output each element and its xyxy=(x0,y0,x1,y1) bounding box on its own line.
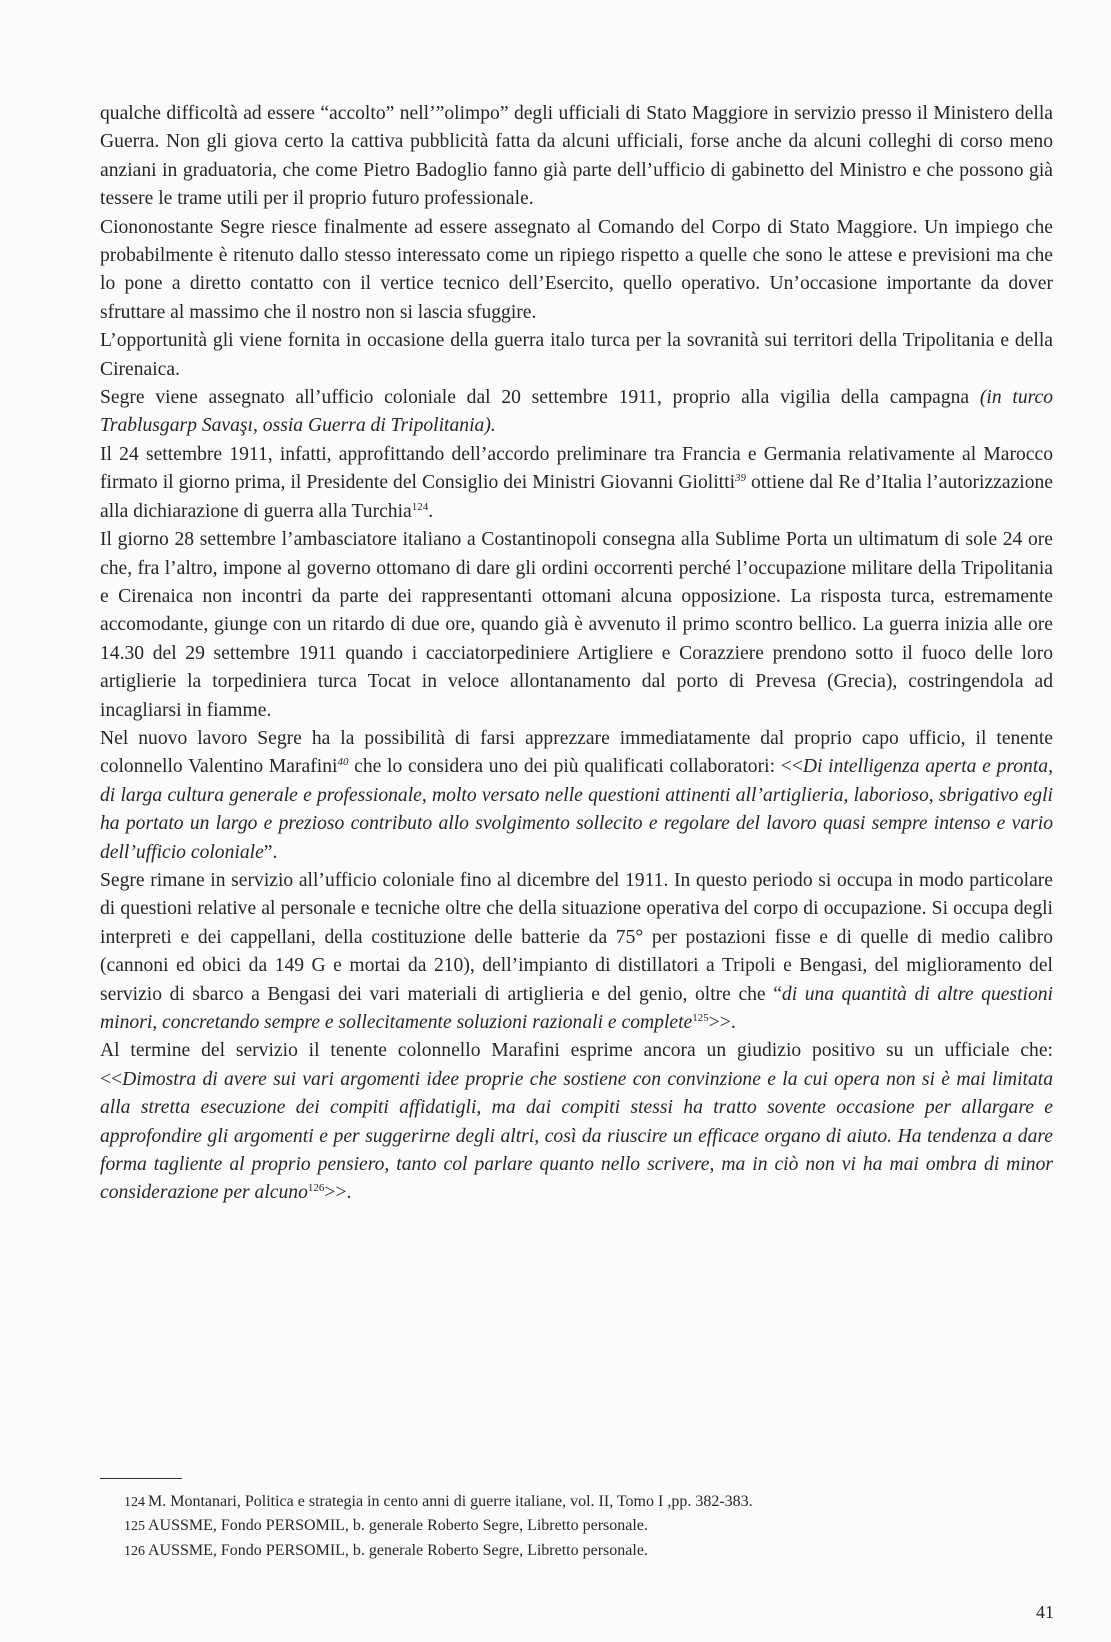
paragraph: Il giorno 28 settembre l’ambasciatore italiano a Costantinopoli consegna alla Sublime Porta un ultimatum di sole 24 ore che, fra l’altro, impone al governo ottomano di dare gli ordini occorrenti perché l’occupazione militare della Tripolitania e Cirenaica non incontri da parte dei rappresentanti ottomani alcuna opposizione. La risposta turca, estremamente accomodante, giunge con un ritardo di due ore, quando già è avvenuto il primo scontro bellico. La guerra inizia alle ore 14.30 del 29 settembre 1911 quando i cacciatorpediniere Artigliere e Corazziere prendono sotto il fuoco delle loro artiglierie la torpediniera turca Tocat in veloce allontanamento dal porto di Prevesa (Grecia), costringendola ad incagliarsi in fiamme. xyxy=(100,529,1053,721)
paragraph: Ciononostante Segre riesce finalmente ad essere assegnato al Comando del Corpo di Stato Maggiore. Un impiego che probabilmente è ritenuto dallo stesso interessato come un ripiego rispetto a quelle che sono le attese e previsioni ma che lo pone a diretto contatto con il vertice tecnico dell’Esercito, quello operativo. Un’occasione importante da dover sfruttare al massimo che il nostro non si lascia sfuggire. xyxy=(100,216,1053,323)
paragraph: Al termine del servizio il tenente colonnello Marafini esprime ancora un giudizio positivo su un ufficiale che: <<Dimostra di avere sui vari argomenti idee proprie che sostiene con convinzione e la cui opera non si è mai limitata alla stretta esecuzione dei compiti affidatigli, ma dai compiti stessi ha tratto sovente occasione per allargare e approfondire gli argomenti e per suggerirne degli altri, così da riuscire un efficace organo di aiuto. Ha tendenza a dare forma tagliente al proprio pensiero, tanto col parlare quanto nello scrivere, ma in ciò non vi ha mai ombra di minor considerazione per alcuno$^{126}$>>. xyxy=(100,1040,1053,1204)
italic-text: (in turco Trablusgarp Savaşı, ossia Guerra di Tripolitania). xyxy=(100,387,1054,437)
paragraph: Segre viene assegnato all’ufficio coloniale dal 20 settembre 1911, proprio alla vigilia della campagna (in turco Trablusgarp Savaşı, ossia Guerra di Tripolitania). xyxy=(100,387,1054,437)
footnote xyxy=(124,1514,1044,1538)
italic-text: Dimostra di avere sui vari argomenti idee proprie che sostiene con convinzione e la cui opera non si è mai limitata alla stretta esecuzione dei compiti affidatigli, ma dai compiti stessi ha tratto sovente occasione per allargare e approfondire gli argomenti e per suggerirne degli altri, così da riuscire un efficace organo di aiuto. Ha tendenza a dare forma tagliente al proprio pensiero, tanto col parlare quanto nello scrivere, ma in ciò non vi ha mai ombra di minor considerazione per alcuno xyxy=(100,1068,1053,1204)
paragraph: L’opportunità gli viene fornita in occasione della guerra italo turca per la sovranità sui territori della Tripolitania e della Cirenaica. xyxy=(100,330,1053,380)
footnote xyxy=(124,1539,1044,1563)
paragraph: Segre rimane in servizio all’ufficio coloniale fino al dicembre del 1911. In questo periodo si occupa in modo particolare di questioni relative al personale e tecniche oltre che della situazione operativa del corpo di occupazione. Si occupa degli interpreti e dei cappellani, della costituzione delle batterie da 75° per postazioni fisse e di quelle di medio calibro (cannoni ed obici da 149 G e mortai da 210), dell’impianto di distillatori a Tripoli e Bengasi, del miglioramento del servizio di sbarco a Bengasi dei vari materiali di artiglieria e del genio, oltre che “di una quantità di altre questioni minori, concretando sempre e sollecitamente soluzioni razionali e complete$^{125}$>>. xyxy=(100,869,1053,1033)
footnote-reference: 39 xyxy=(735,472,747,485)
footnote-text: AUSSME, Fondo PERSOMIL, b. generale Roberto Segre, Libretto personale. xyxy=(148,1517,648,1535)
footnote-text: M. Montanari, Politica e strategia in cento anni di guerre italiane, vol. II, Tomo I ,pp. 382-383. xyxy=(148,1493,753,1510)
footnote xyxy=(124,1490,1044,1514)
paragraph: Nel nuovo lavoro Segre ha la possibilità di farsi apprezzare immediatamente dal proprio capo ufficio, il tenente colonnello Valentino Marafini$^{40}$ che lo considera uno dei più qualificati collaboratori: <<Di intelligenza aperta e pronta, di larga cultura generale e professionale, molto versato nelle questioni attinenti all’artiglieria, laborioso, sbrigativo egli ha portato un largo e prezioso contributo allo svolgimento sollecito e regolare del lavoro quasi sempre intenso e vario dell’ufficio coloniale”. xyxy=(100,727,1053,863)
footnotes xyxy=(124,1490,1044,1563)
paragraph: qualche difficoltà ad essere “accolto” nell’”olimpo” degli ufficiali di Stato Maggiore in servizio presso il Ministero della Guerra. Non gli giova certo la cattiva pubblicità fatta da alcuni ufficiali, forse anche da alcuni colleghi di corso meno anziani in graduatoria, che come Pietro Badoglio fanno già parte dell’ufficio di gabinetto del Ministro e che possono già tessere le trame utili per il proprio futuro professionale. xyxy=(100,103,1053,210)
page-number: 41 xyxy=(1036,1602,1054,1622)
footnote-reference: 124 xyxy=(411,500,429,513)
footnote-number: 126 xyxy=(124,1543,145,1559)
body-text xyxy=(100,100,1053,1208)
italic-text: di una quantità di altre questioni minori, concretando sempre e sollecitamente soluzioni razionali e complete xyxy=(100,983,1053,1033)
footnote-reference: 40 xyxy=(337,756,349,769)
paragraph: Il 24 settembre 1911, infatti, approfittando dell’accordo preliminare tra Francia e Germania relativamente al Marocco firmato il giorno prima, il Presidente del Consiglio dei Ministri Giovanni Giolitti$^{39}$ ottiene dal Re d’Italia l’autorizzazione alla dichiarazione di guerra alla Turchia$^{124}$. xyxy=(100,443,1053,522)
footnote-number: 124 xyxy=(124,1495,145,1510)
footnote-reference: 126 xyxy=(307,1182,325,1195)
footnote-text: AUSSME, Fondo PERSOMIL, b. generale Roberto Segre, Libretto personale. xyxy=(148,1541,648,1559)
footnote-number: 125 xyxy=(124,1519,145,1535)
italic-text: Di intelligenza aperta e pronta, di larga cultura generale e professionale, molto versato nelle questioni attinenti all’artiglieria, laborioso, sbrigativo egli ha portato un largo e prezioso contributo allo svolgimento sollecito e regolare del lavoro quasi sempre intenso e vario dell’ufficio coloniale xyxy=(100,756,1053,863)
footnote-separator xyxy=(100,1478,182,1479)
footnote-reference: 125 xyxy=(692,1012,709,1024)
